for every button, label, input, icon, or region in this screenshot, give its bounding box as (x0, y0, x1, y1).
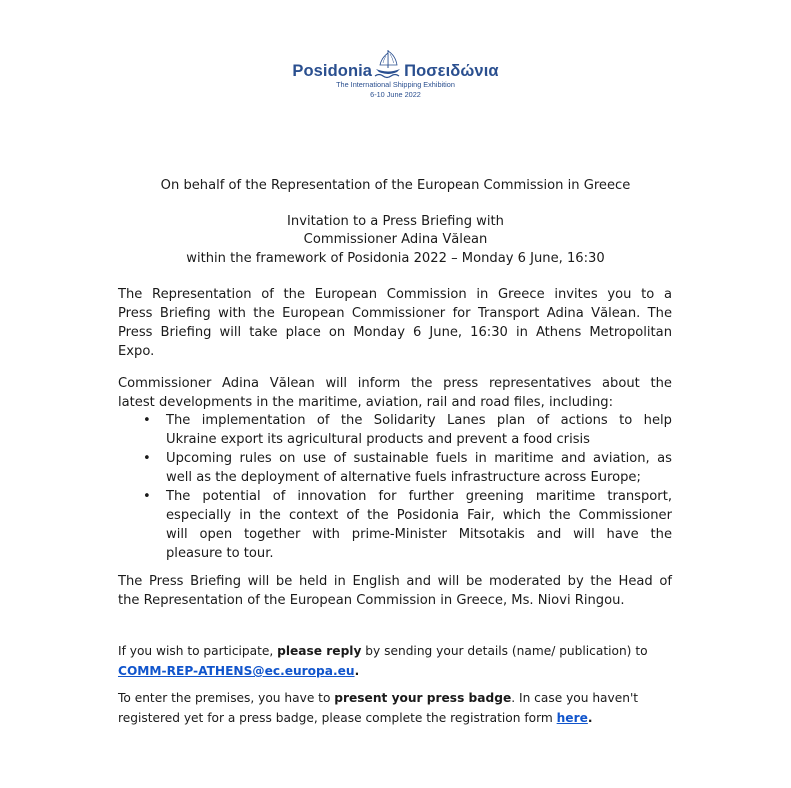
posidonia-logo (0, 44, 791, 100)
email-period: . (354, 664, 360, 678)
topics-paragraph (118, 374, 672, 412)
text-line: The Representation of the European Commission in Greece invites you to a (118, 287, 672, 302)
logo-word-latin: Posidonia (292, 62, 373, 80)
text-line: Commissioner Adina Vălean will inform the press representatives about the (118, 376, 672, 391)
badge-suffix: . In case you haven't (511, 691, 639, 705)
bullet-icon: • (143, 489, 151, 504)
commissioner-name: Commissioner Adina Vălean (303, 232, 488, 247)
behalf-line: On behalf of the Representation of the European Commission in Greece (160, 178, 631, 193)
text-line: especially in the context of the Posidonia Fair, which the Commissioner (166, 508, 672, 523)
text-line: well as the deployment of alternative fuels infrastructure across Europe; (166, 470, 641, 485)
text-line: latest developments in the maritime, aviation, rail and road files, including: (118, 395, 613, 410)
text-line: The implementation of the Solidarity Lanes plan of actions to help (166, 413, 672, 428)
logo-subtitle: The International Shipping Exhibition (336, 80, 455, 89)
reply-prefix: If you wish to participate, (118, 644, 278, 658)
moderator-paragraph (118, 572, 672, 610)
intro-paragraph (118, 285, 672, 361)
text-line: Upcoming rules on use of sustainable fuels in maritime and aviation, as (166, 451, 672, 466)
list-item (118, 449, 672, 487)
topics-list (118, 411, 672, 563)
registration-link[interactable]: here (556, 711, 588, 725)
text-line: The potential of innovation for further greening maritime transport, (166, 489, 672, 504)
reply-emphasis: please reply (277, 644, 362, 658)
email-link[interactable]: COMM-REP-ATHENS@ec.europa.eu (118, 664, 355, 678)
logo-dates: 6-10 June 2022 (370, 90, 421, 99)
ship-emblem-icon (373, 46, 403, 80)
badge-line2: registered yet for a press badge, please complete the registration form (118, 711, 557, 725)
text-line: The Press Briefing will be held in English and will be moderated by the Head of (118, 574, 672, 589)
text-line: pleasure to tour. (166, 546, 274, 561)
list-item (118, 487, 672, 563)
framework-line: within the framework of Posidonia 2022 – Monday 6 June, 16:30 (186, 251, 605, 266)
text-line: Press Briefing with the European Commissioner for Transport Adina Vălean. The (118, 306, 672, 321)
badge-note (118, 688, 678, 728)
text-line: Press Briefing will take place on Monday 6 June, 16:30 in Athens Metropolitan (118, 325, 672, 340)
logo-word-greek: Ποσειδώνια (404, 62, 499, 80)
badge-prefix: To enter the premises, you have to (118, 691, 335, 705)
badge-emphasis: present your press badge (334, 691, 512, 705)
list-item (118, 411, 672, 449)
text-line: will open together with prime-Minister Mitsotakis and will have the (166, 527, 672, 542)
reply-suffix: by sending your details (name/ publication) to (361, 644, 648, 658)
text-line: Ukraine export its agricultural products and prevent a food crisis (166, 432, 590, 447)
bullet-icon: • (143, 413, 151, 428)
bullet-icon: • (143, 451, 151, 466)
reply-note (118, 641, 678, 681)
text-line: the Representation of the European Commission in Greece, Ms. Niovi Ringou. (118, 593, 625, 608)
link-period: . (587, 711, 593, 725)
invitation-title: Invitation to a Press Briefing with (287, 214, 504, 229)
text-line: Expo. (118, 344, 155, 359)
